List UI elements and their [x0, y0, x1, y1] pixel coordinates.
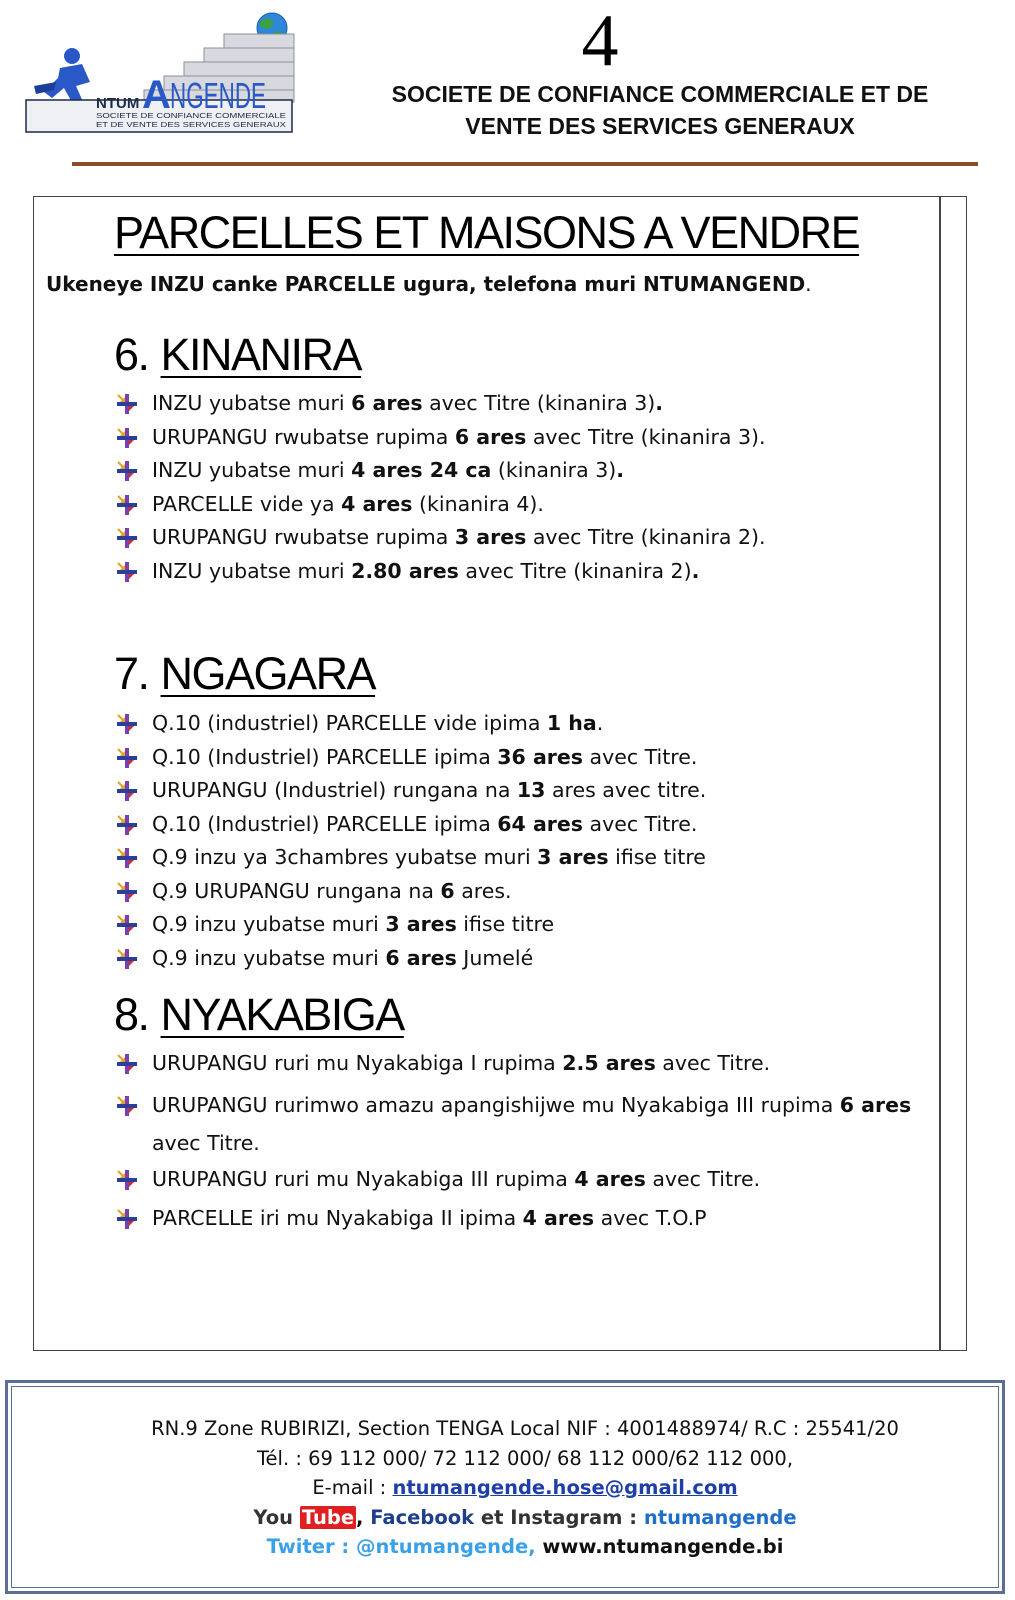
- item-figure: 4 ares: [341, 492, 413, 516]
- section-name: KINANIRA: [160, 329, 362, 380]
- item-figure: 4 ares: [522, 1206, 595, 1230]
- bullet-cross-icon: [116, 1206, 138, 1228]
- page-subtitle: [46, 269, 812, 299]
- website-link[interactable]: www.ntumangende.bi: [542, 1535, 784, 1558]
- list-item: [114, 487, 934, 521]
- list-item-text: [152, 874, 934, 908]
- item-text: Q.9 URUPANGU rungana na: [152, 879, 441, 903]
- item-text: Q.10 (Industriel) PARCELLE ipima: [152, 812, 498, 836]
- bullet-cross-icon: [116, 1051, 138, 1073]
- company-name: [340, 78, 980, 142]
- item-text: ifise titre: [456, 912, 555, 936]
- listing-frame-margin-line: [939, 196, 941, 1351]
- item-figure: 6 ares: [454, 425, 527, 449]
- item-figure: 3 ares: [537, 845, 609, 869]
- bullet-cross-icon: [116, 492, 138, 514]
- list-item: [114, 706, 934, 740]
- section-number: 7.: [114, 648, 149, 699]
- item-text: PARCELLE iri mu Nyakabiga II ipima: [152, 1206, 523, 1230]
- company-name-line-1: SOCIETE DE CONFIANCE COMMERCIALE ET DE: [391, 81, 929, 107]
- item-text: ares.: [454, 879, 512, 903]
- section-number: 8.: [114, 989, 149, 1040]
- item-figure: 6: [440, 879, 455, 903]
- bullet-cross-icon: [116, 1167, 138, 1189]
- list-item-text: [152, 773, 934, 807]
- instagram-label: Instagram :: [510, 1505, 644, 1529]
- item-text: avec Titre.: [583, 812, 698, 836]
- bullet-cross-icon: [116, 812, 138, 834]
- item-text: Jumelé: [456, 946, 534, 970]
- bullet-cross-icon: [116, 559, 138, 581]
- item-text: Q.10 (industriel) PARCELLE vide ipima: [152, 711, 547, 735]
- subtitle-text: Ukeneye INZU canke PARCELLE ugura, telefona muri NTUMANGEND: [46, 272, 806, 296]
- item-figure: .: [655, 391, 664, 415]
- svg-text:ET DE VENTE DES SERVICES GENER: ET DE VENTE DES SERVICES GENERAUX: [96, 120, 286, 129]
- list-item-text: [152, 1162, 934, 1196]
- page-title: PARCELLES ET MAISONS A VENDRE: [114, 207, 860, 258]
- item-figure: 2.5 ares: [562, 1051, 656, 1075]
- item-figure: 4 ares: [574, 1167, 646, 1191]
- item-text: Q.9 inzu yubatse muri: [152, 946, 386, 970]
- item-text: INZU yubatse muri: [152, 559, 352, 583]
- item-text: avec Titre.: [645, 1167, 761, 1191]
- item-figure: 2.80 ares: [351, 559, 459, 583]
- svg-text:NGENDE: NGENDE: [170, 75, 266, 116]
- social-et: et: [474, 1505, 511, 1529]
- facebook-label: Facebook: [370, 1505, 475, 1529]
- list-item-text: [152, 520, 934, 554]
- bullet-cross-icon: [116, 1091, 138, 1113]
- bullet-cross-icon: [116, 458, 138, 480]
- list-item-text: [152, 740, 934, 774]
- list-item-text: [152, 487, 934, 521]
- item-text: (kinanira 4).: [412, 492, 544, 516]
- list-item: [114, 874, 934, 908]
- list-item-text: [152, 907, 934, 941]
- list-item: [114, 554, 934, 588]
- item-text: avec Titre (kinanira 2).: [526, 525, 766, 549]
- bullet-cross-icon: [116, 391, 138, 413]
- page-number: 4: [581, 0, 619, 82]
- list-item-text: [152, 1201, 934, 1235]
- footer-phones: Tél. : 69 112 000/ 72 112 000/ 68 112 000/62 112 000,: [256, 1446, 794, 1470]
- bullet-cross-icon: [116, 879, 138, 901]
- svg-text:A: A: [142, 73, 171, 117]
- list-item: [114, 740, 934, 774]
- list-item: [114, 386, 934, 420]
- item-figure: 3 ares: [385, 912, 457, 936]
- list-item-text: [152, 1086, 934, 1162]
- bullet-cross-icon: [116, 778, 138, 800]
- item-text: INZU yubatse muri: [152, 458, 352, 482]
- item-text: PARCELLE vide ya: [152, 492, 342, 516]
- bullet-cross-icon: [116, 845, 138, 867]
- youtube-logo-tube: Tube: [301, 1505, 355, 1529]
- list-item-text: [152, 386, 934, 420]
- bullet-cross-icon: [116, 711, 138, 733]
- social-comma: ,: [356, 1505, 371, 1529]
- item-text: avec Titre (kinanira 3): [422, 391, 656, 415]
- runner-icon: [34, 48, 90, 106]
- item-text: avec Titre.: [152, 1131, 260, 1155]
- svg-text:NTUM: NTUM: [96, 95, 140, 112]
- company-name-line-2: VENTE DES SERVICES GENERAUX: [465, 113, 855, 139]
- section-name: NYAKABIGA: [160, 989, 404, 1040]
- bullet-cross-icon: [116, 912, 138, 934]
- list-item-text: [152, 420, 934, 454]
- item-figure: 6 ares: [839, 1093, 912, 1117]
- item-figure: 1 ha: [546, 711, 597, 735]
- twitter-handle: Twiter : @ntumangende,: [266, 1535, 543, 1558]
- item-text: URUPANGU (Industriel) rungana na: [152, 778, 517, 802]
- list-item: [114, 1086, 934, 1162]
- item-text: avec T.O.P: [594, 1206, 707, 1230]
- item-text: INZU yubatse muri: [152, 391, 352, 415]
- item-text: Q.9 inzu ya 3chambres yubatse muri: [152, 845, 538, 869]
- item-figure: 64 ares: [497, 812, 584, 836]
- item-text: .: [596, 711, 604, 735]
- section-name: NGAGARA: [160, 648, 376, 699]
- bullet-cross-icon: [116, 425, 138, 447]
- list-item: [114, 1201, 934, 1235]
- item-figure: .: [616, 458, 625, 482]
- youtube-label-you: You: [253, 1505, 300, 1529]
- section-number: 6.: [114, 329, 149, 380]
- footer-email: [60, 1473, 990, 1503]
- email-label: E-mail :: [312, 1476, 393, 1499]
- section-title-kinanira: [114, 325, 361, 385]
- item-text: Q.9 inzu yubatse muri: [152, 912, 386, 936]
- list-item: [114, 1162, 934, 1196]
- item-text: URUPANGU ruri mu Nyakabiga III rupima: [152, 1167, 575, 1191]
- item-text: avec Titre (kinanira 2): [458, 559, 692, 583]
- footer-address: RN.9 Zone RUBIRIZI, Section TENGA Local NIF : 4001488974/ R.C : 25541/20: [151, 1417, 899, 1440]
- item-figure: 6 ares: [351, 391, 423, 415]
- item-figure: .: [691, 559, 700, 583]
- list-item-text: [152, 453, 934, 487]
- item-text: avec Titre.: [655, 1051, 771, 1075]
- item-text: Q.10 (Industriel) PARCELLE ipima: [152, 745, 498, 769]
- item-text: ares avec titre.: [545, 778, 707, 802]
- footer: [60, 1414, 990, 1562]
- item-text: avec Titre (kinanira 3).: [526, 425, 766, 449]
- list-item: [114, 941, 934, 975]
- footer-social: [60, 1503, 990, 1533]
- list-item-text: [152, 941, 934, 975]
- item-text: (kinanira 3): [491, 458, 617, 482]
- item-text: avec Titre.: [583, 745, 698, 769]
- list-item: [114, 453, 934, 487]
- list-item: [114, 907, 934, 941]
- list-item: [114, 773, 934, 807]
- company-logo: [24, 12, 304, 134]
- item-figure: 36 ares: [497, 745, 584, 769]
- subtitle-period: .: [805, 272, 812, 296]
- list-item-text: [152, 840, 934, 874]
- list-item: [114, 1046, 934, 1080]
- social-handle: ntumangende: [643, 1505, 797, 1529]
- list-item-text: [152, 807, 934, 841]
- item-figure: 6 ares: [385, 946, 457, 970]
- list-item-text: [152, 554, 934, 588]
- footer-web: [60, 1532, 990, 1562]
- email-link[interactable]: ntumangende.hose@gmail.com: [392, 1476, 738, 1499]
- svg-text:SOCIETE DE CONFIANCE COMMERCIA: SOCIETE DE CONFIANCE COMMERCIALE: [96, 111, 286, 120]
- list-item: [114, 840, 934, 874]
- item-figure: 3 ares: [454, 525, 527, 549]
- item-text: URUPANGU ruri mu Nyakabiga I rupima: [152, 1051, 563, 1075]
- list-item-text: [152, 706, 934, 740]
- bullet-cross-icon: [116, 946, 138, 968]
- item-figure: 4 ares 24 ca: [351, 458, 492, 482]
- section-title-ngagara: [114, 644, 375, 704]
- bullet-cross-icon: [116, 745, 138, 767]
- item-text: ifise titre: [608, 845, 706, 869]
- list-item: [114, 420, 934, 454]
- section-title-nyakabiga: [114, 985, 404, 1045]
- list-item-text: [152, 1046, 934, 1080]
- item-text: URUPANGU rurimwo amazu apangishijwe mu Nyakabiga III rupima: [152, 1093, 840, 1117]
- header-divider: [72, 162, 978, 166]
- item-text: URUPANGU rwubatse rupima: [152, 525, 455, 549]
- item-figure: 13: [516, 778, 546, 802]
- item-text: URUPANGU rwubatse rupima: [152, 425, 455, 449]
- bullet-cross-icon: [116, 525, 138, 547]
- list-item: [114, 520, 934, 554]
- list-item: [114, 807, 934, 841]
